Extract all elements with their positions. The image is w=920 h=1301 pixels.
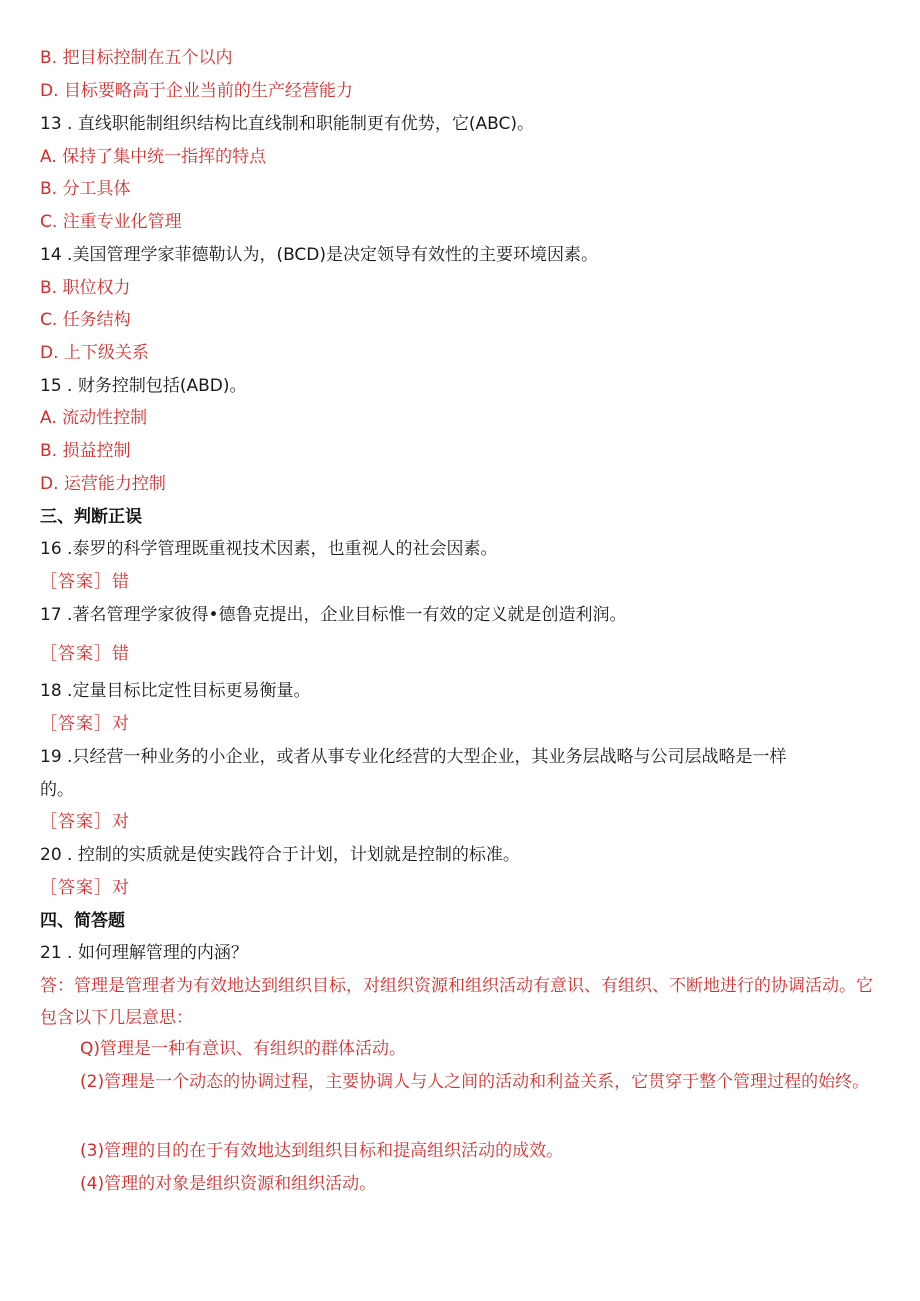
q19-answer: ［答案］对	[40, 812, 130, 832]
q19-question-line1: 19 .只经营一种业务的小企业，或者从事专业化经营的大型企业，其业务层战略与公司层战略是一样	[40, 747, 787, 767]
q17-answer: ［答案］错	[40, 644, 130, 664]
q21-point-1: Q)管理是一种有意识、有组织的群体活动。	[80, 1039, 407, 1059]
q21-answer-intro: 答：管理是管理者为有效地达到组织目标，对组织资源和组织活动有意识、有组织、不断地进行的协调活动。它包含以下几层意思：	[40, 976, 873, 1028]
q15-option-a: A. 流动性控制	[40, 408, 148, 428]
q13-option-c: C. 注重专业化管理	[40, 212, 182, 232]
q13-option-b: B. 分工具体	[40, 179, 131, 199]
q21-point-3: (3)管理的目的在于有效地达到组织目标和提高组织活动的成效。	[80, 1141, 564, 1161]
q16-question: 16 .泰罗的科学管理既重视技术因素，也重视人的社会因素。	[40, 539, 498, 559]
q14-question: 14 .美国管理学家菲德勒认为，(BCD)是决定领导有效性的主要环境因素。	[40, 245, 599, 265]
q14-option-d: D. 上下级关系	[40, 343, 149, 363]
q16-answer: ［答案］错	[40, 572, 130, 592]
q13-option-a: A. 保持了集中统一指挥的特点	[40, 147, 267, 167]
q17-question: 17 .著名管理学家彼得•德鲁克提出，企业目标惟一有效的定义就是创造利润。	[40, 605, 627, 625]
q18-answer: ［答案］对	[40, 714, 130, 734]
q21-point-2: (2)管理是一个动态的协调过程，主要协调人与人之间的活动和利益关系，它贯穿于整个管理过程的始终。	[80, 1072, 870, 1092]
q15-option-b: B. 损益控制	[40, 441, 131, 461]
q18-question: 18 .定量目标比定性目标更易衡量。	[40, 681, 311, 701]
q15-question: 15 . 财务控制包括(ABD)。	[40, 376, 247, 396]
q14-option-b: B. 职位权力	[40, 278, 131, 298]
q21-point-4: (4)管理的对象是组织资源和组织活动。	[80, 1174, 377, 1194]
q20-question: 20 . 控制的实质就是使实践符合于计划，计划就是控制的标准。	[40, 845, 520, 865]
q12-option-b: B. 把目标控制在五个以内	[40, 48, 233, 68]
q20-answer: ［答案］对	[40, 878, 130, 898]
q21-question: 21 . 如何理解管理的内涵？	[40, 943, 248, 963]
q15-option-d: D. 运营能力控制	[40, 474, 166, 494]
section-heading-short-answer: 四、简答题	[40, 911, 125, 931]
q12-option-d: D. 目标要略高于企业当前的生产经营能力	[40, 81, 353, 101]
q19-question-line2: 的。	[40, 780, 74, 800]
section-heading-judgment: 三、判断正误	[40, 507, 142, 527]
q13-question: 13 . 直线职能制组织结构比直线制和职能制更有优势，它(ABC)。	[40, 114, 534, 134]
q14-option-c: C. 任务结构	[40, 310, 131, 330]
